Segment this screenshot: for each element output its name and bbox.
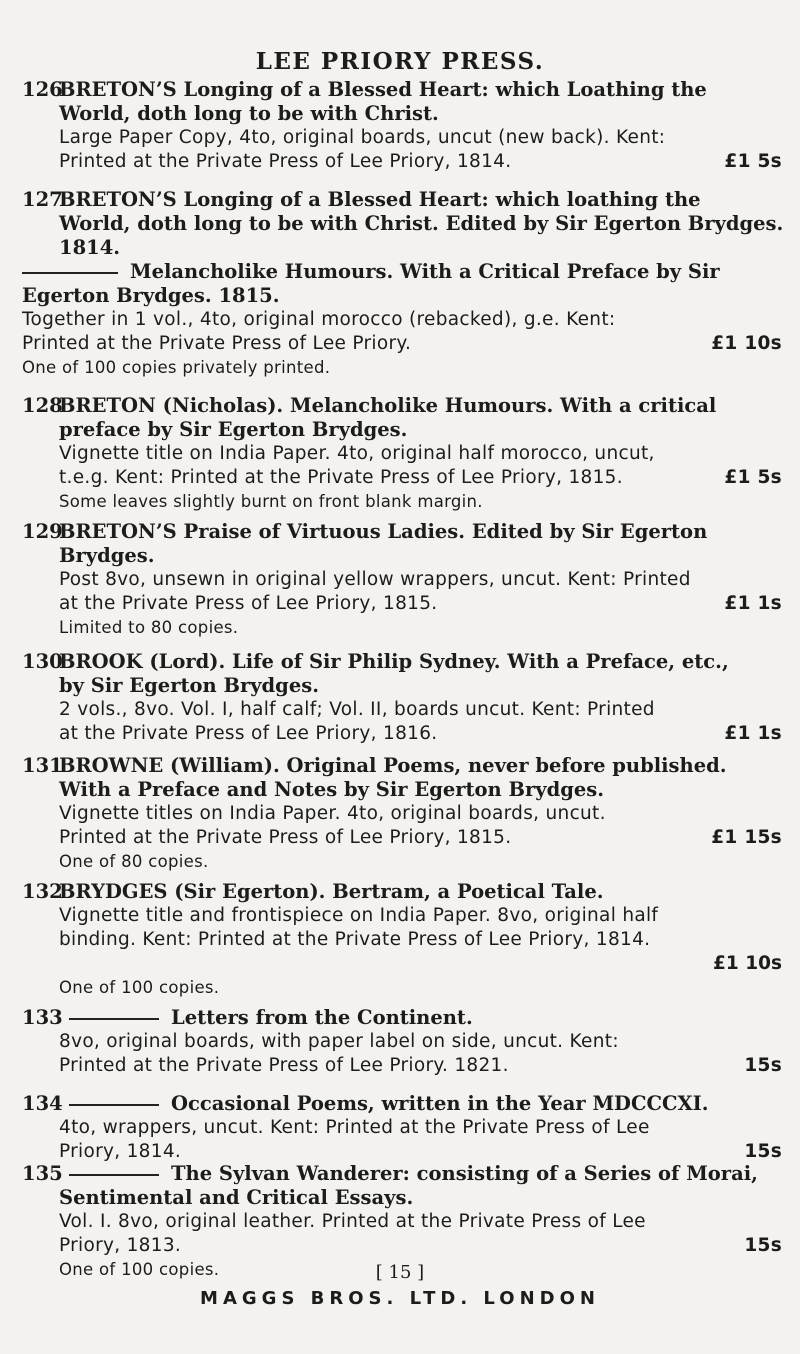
entry-description: Vignette title on India Paper. 4to, original half morocco, uncut, [59, 443, 655, 464]
entry-number: 135 [22, 1162, 63, 1185]
entry-price: 15s [744, 1141, 782, 1162]
entry-description: 4to, wrappers, uncut. Kent: Printed at the Private Press of Lee [59, 1117, 650, 1138]
entry-note: One of 100 copies. [59, 1260, 220, 1279]
entry-title: 126BRETON’S Longing of a Blessed Heart: which Loathing the [22, 78, 707, 101]
ditto-dash [69, 1018, 159, 1020]
entry-number: 129 [22, 520, 63, 543]
entry-number: 134 [22, 1092, 63, 1115]
entry-title-cont: World, doth long to be with Christ. Edited by Sir Egerton Brydges. [59, 212, 784, 235]
entry-number: 131 [22, 754, 63, 777]
entry-price: £1 5s [724, 151, 782, 172]
entry-title-cont: preface by Sir Egerton Brydges. [59, 418, 408, 441]
entry-description-cont: binding. Kent: Printed at the Private Press of Lee Priory, 1814. [59, 929, 651, 950]
entry-title-cont: by Sir Egerton Brydges. [59, 674, 319, 697]
entry-title: 128BRETON (Nicholas). Melancholike Humours. With a critical [22, 394, 717, 417]
entry-description-cont: Printed at the Private Press of Lee Priory. 1821. 15s [59, 1055, 782, 1076]
entry-price: 15s [744, 1055, 782, 1076]
entry-note: One of 80 copies. [59, 852, 209, 871]
entry-title-cont: World, doth long to be with Christ. [59, 102, 439, 125]
catalogue-entry-130 [22, 650, 782, 746]
entry-description: 2 vols., 8vo. Vol. I, half calf; Vol. II, boards uncut. Kent: Printed [59, 699, 655, 720]
catalogue-entry-129 [22, 520, 782, 640]
entry-description-cont: Printed at the Private Press of Lee Priory, 1814. £1 5s [59, 151, 782, 172]
ditto-dash [69, 1174, 159, 1176]
page-header: LEE PRIORY PRESS. [255, 48, 545, 75]
entry-number: 126 [22, 78, 63, 101]
entry-note: One of 100 copies. [59, 978, 220, 997]
entry-title: 133 Letters from the Continent. [22, 1006, 473, 1029]
entry-description-cont: Priory, 1813. 15s [59, 1235, 782, 1256]
entry-price: 15s [744, 1235, 782, 1256]
page-number: [ 15 ] [375, 1262, 425, 1283]
entry-note: One of 100 copies privately printed. [22, 358, 331, 377]
entry-description-cont: t.e.g. Kent: Printed at the Private Press of Lee Priory, 1815. £1 5s [59, 467, 782, 488]
entry-description: 8vo, original boards, with paper label on side, uncut. Kent: [59, 1031, 619, 1052]
entry-price: £1 15s [711, 827, 782, 848]
entry-description-cont: at the Private Press of Lee Priory, 1815. £1 1s [59, 593, 782, 614]
entry-title: 135 The Sylvan Wanderer: consisting of a Series of Morai, [22, 1162, 758, 1185]
catalogue-entry-133 [22, 1006, 782, 1078]
catalogue-entry-127 [22, 188, 782, 380]
entry-number: 127 [22, 188, 63, 211]
catalogue-entry-132 [22, 880, 782, 1000]
catalogue-entry-126 [22, 78, 782, 174]
entry-description: Together in 1 vol., 4to, original morocco (rebacked), g.e. Kent: [22, 309, 616, 330]
entry-description: Vignette title and frontispiece on India Paper. 8vo, original half [59, 905, 659, 926]
entry-number: 133 [22, 1006, 63, 1029]
entry-price: £1 10s [713, 953, 782, 974]
entry-title: 132BRYDGES (Sir Egerton). Bertram, a Poetical Tale. [22, 880, 604, 903]
entry-title-cont: Brydges. [59, 544, 155, 567]
entry-price: £1 5s [724, 467, 782, 488]
entry-price: £1 10s [711, 333, 782, 354]
catalogue-entry-131 [22, 754, 782, 874]
ditto-dash [22, 272, 118, 274]
catalogue-entry-134 [22, 1092, 782, 1164]
entry-title: 127BRETON’S Longing of a Blessed Heart: which loathing the [22, 188, 701, 211]
entry-title-cont: Sentimental and Critical Essays. [59, 1186, 414, 1209]
entry-title: 134 Occasional Poems, written in the Year MDCCCXI. [22, 1092, 709, 1115]
entry-subtitle: Melancholike Humours. With a Critical Preface by Sir [22, 260, 782, 284]
entry-note: Limited to 80 copies. [59, 618, 239, 637]
entry-number: 128 [22, 394, 63, 417]
entry-title: 131BROWNE (William). Original Poems, never before published. [22, 754, 727, 777]
entry-description: Large Paper Copy, 4to, original boards, uncut (new back). Kent: [59, 127, 666, 148]
catalogue-entry-128 [22, 394, 782, 514]
entry-price: £1 1s [724, 723, 782, 744]
entry-price: £1 1s [724, 593, 782, 614]
entry-description-cont: at the Private Press of Lee Priory, 1816. £1 1s [59, 723, 782, 744]
entry-title: 129BRETON’S Praise of Virtuous Ladies. Edited by Sir Egerton [22, 520, 708, 543]
entry-number: 132 [22, 880, 63, 903]
entry-title-cont: With a Preface and Notes by Sir Egerton Brydges. [59, 778, 605, 801]
entry-description: Post 8vo, unsewn in original yellow wrappers, uncut. Kent: Printed [59, 569, 691, 590]
entry-description: Vol. I. 8vo, original leather. Printed at the Private Press of Lee [59, 1211, 646, 1232]
publisher-footer: MAGGS BROS. LTD. LONDON [200, 1288, 600, 1309]
entry-description-cont: Priory, 1814. 15s [59, 1141, 782, 1162]
ditto-dash [69, 1104, 159, 1106]
entry-description-cont: Printed at the Private Press of Lee Priory, 1815. £1 15s [59, 827, 782, 848]
entry-note: Some leaves slightly burnt on front blank margin. [59, 492, 483, 511]
entry-description-cont: Printed at the Private Press of Lee Priory. £1 10s [22, 333, 782, 354]
entry-subtitle-cont: Egerton Brydges. 1815. [22, 284, 280, 307]
entry-number: 130 [22, 650, 63, 673]
entry-title-cont: 1814. [59, 236, 121, 259]
entry-title: 130BROOK (Lord). Life of Sir Philip Sydney. With a Preface, etc., [22, 650, 729, 673]
entry-description: Vignette titles on India Paper. 4to, original boards, uncut. [59, 803, 606, 824]
